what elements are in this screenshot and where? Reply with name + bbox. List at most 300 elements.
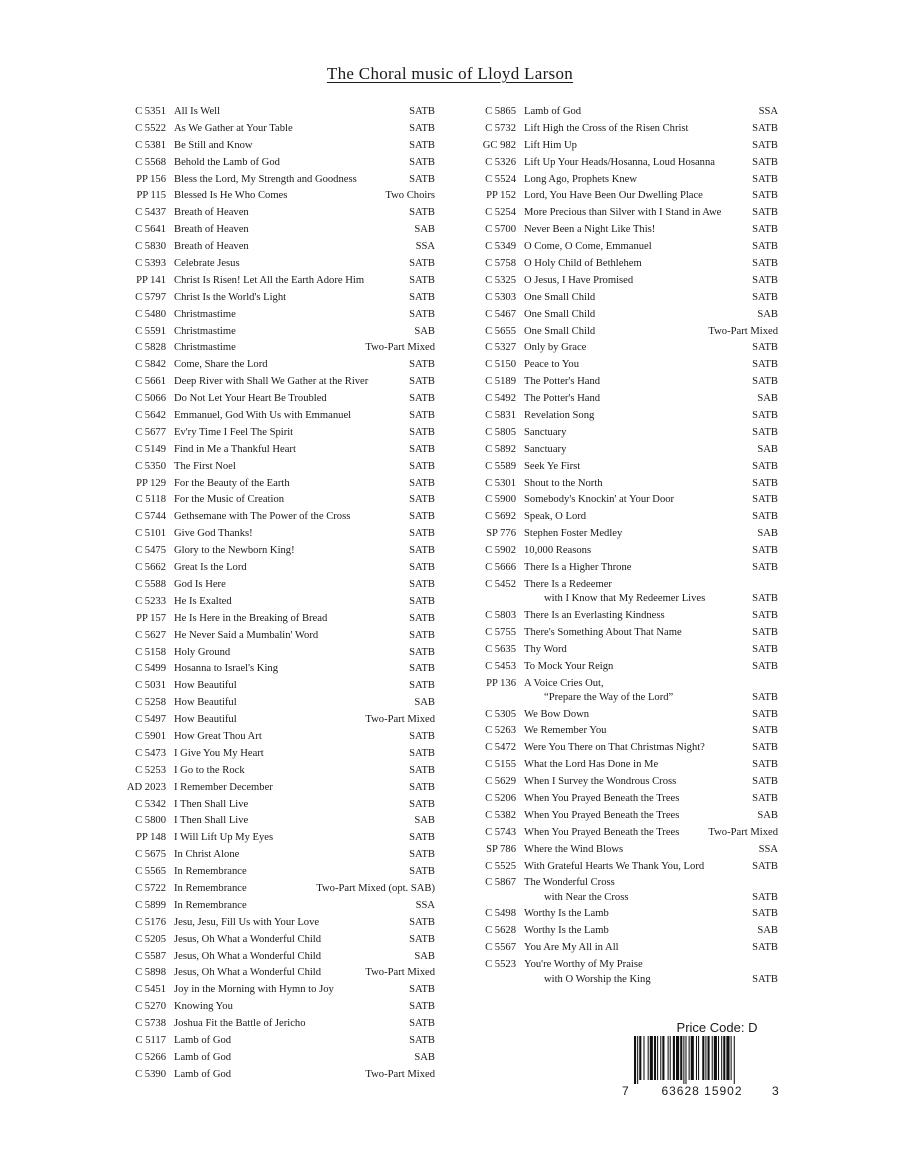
catalog-entry	[110, 932, 435, 949]
catalog-title: Joy in the Morning with Hymn to Joy	[174, 984, 334, 996]
catalog-title: Joshua Fit the Battle of Jericho	[174, 1018, 306, 1030]
catalog-entry	[110, 273, 435, 290]
catalog-title: The Potter's Hand	[524, 393, 601, 405]
catalog-voicing: SATB	[752, 207, 778, 219]
catalog-entry	[110, 155, 435, 172]
catalog-code: C 5898	[135, 967, 166, 979]
catalog-title: Jesus, Oh What a Wonderful Child	[174, 967, 322, 979]
catalog-code: C 5641	[135, 224, 166, 236]
catalog-entry	[110, 746, 435, 763]
catalog-entry	[110, 239, 435, 256]
right-column	[460, 104, 778, 988]
catalog-voicing: SATB	[409, 291, 435, 303]
catalog-entry	[460, 222, 778, 239]
catalog-voicing: SATB	[409, 984, 435, 996]
catalog-code: C 5475	[135, 545, 166, 557]
catalog-title: Celebrate Jesus	[174, 258, 240, 270]
catalog-entry	[460, 608, 778, 625]
catalog-entry	[460, 740, 778, 757]
catalog-title: We Bow Down	[524, 708, 590, 720]
catalog-subtitle: with I Know that My Redeemer Lives	[544, 593, 706, 605]
catalog-entry	[460, 459, 778, 476]
catalog-voicing: SATB	[752, 692, 778, 703]
catalog-entry	[460, 509, 778, 526]
barcode-bar	[718, 1036, 719, 1080]
catalog-code: C 5627	[135, 629, 166, 641]
catalog-code: C 5301	[485, 477, 516, 489]
catalog-title: O Holy Child of Bethlehem	[524, 258, 642, 270]
catalog-title: Seek Ye First	[524, 460, 581, 472]
catalog-title: Lamb of God	[174, 1068, 232, 1080]
catalog-entry	[460, 859, 778, 876]
barcode-bar	[712, 1036, 713, 1080]
catalog-title: Never Been a Night Like This!	[524, 224, 656, 236]
catalog-code: C 5350	[135, 460, 166, 472]
catalog-voicing: SAB	[757, 393, 778, 405]
catalog-entry	[110, 374, 435, 391]
catalog-code: C 5305	[485, 708, 516, 720]
catalog-voicing: SATB	[409, 578, 435, 590]
catalog-code: C 5588	[135, 578, 166, 590]
catalog-entry	[110, 729, 435, 746]
catalog-voicing: SSA	[758, 843, 778, 855]
catalog-code: C 5830	[135, 241, 166, 253]
catalog-title: He Is Exalted	[174, 595, 232, 607]
catalog-voicing: SATB	[409, 477, 435, 489]
barcode-last-digit: 3	[772, 1084, 779, 1098]
catalog-entry	[110, 949, 435, 966]
catalog-entry	[110, 830, 435, 847]
catalog-title: Lift High the Cross of the Risen Christ	[524, 122, 689, 134]
catalog-entry	[110, 780, 435, 797]
catalog-voicing: SATB	[409, 849, 435, 861]
barcode-bar	[648, 1036, 649, 1080]
barcode-bar	[670, 1036, 671, 1080]
catalog-entry	[110, 290, 435, 307]
catalog-voicing: SATB	[409, 359, 435, 371]
catalog-title: Ev'ry Time I Feel The Spirit	[174, 426, 294, 438]
catalog-title: How Beautiful	[174, 680, 237, 692]
catalog-code: C 5498	[485, 908, 516, 920]
catalog-entry	[110, 256, 435, 273]
catalog-title: When I Survey the Wondrous Cross	[524, 776, 677, 788]
catalog-entry	[460, 757, 778, 774]
catalog-code: C 5325	[485, 274, 516, 286]
catalog-title: The Wonderful Cross	[524, 877, 615, 889]
barcode-bar	[668, 1036, 669, 1080]
catalog-voicing: SATB	[409, 730, 435, 742]
catalog-entry	[460, 340, 778, 357]
catalog-voicing: Two-Part Mixed	[365, 967, 435, 979]
catalog-title: Speak, O Lord	[524, 511, 587, 523]
catalog-entry	[110, 898, 435, 915]
catalog-entry	[110, 577, 435, 594]
catalog-code: C 5629	[485, 776, 516, 788]
catalog-title: You're Worthy of My Praise	[524, 959, 643, 971]
catalog-voicing: SATB	[752, 626, 778, 638]
catalog-title: Great Is the Lord	[174, 562, 247, 574]
catalog-title: Do Not Let Your Heart Be Troubled	[174, 393, 327, 405]
catalog-title: In Christ Alone	[174, 849, 240, 861]
catalog-code: C 5473	[135, 747, 166, 759]
catalog-voicing: SAB	[414, 224, 435, 236]
catalog-code: C 5270	[135, 1001, 166, 1013]
catalog-title: Be Still and Know	[174, 139, 253, 151]
catalog-voicing: SATB	[409, 747, 435, 759]
catalog-code: C 5591	[135, 325, 166, 337]
catalog-entry	[110, 408, 435, 425]
catalog-voicing: SAB	[414, 950, 435, 962]
catalog-voicing: SATB	[752, 190, 778, 202]
catalog-voicing: SATB	[409, 393, 435, 405]
barcode-bar	[676, 1036, 679, 1080]
catalog-code: C 5722	[135, 882, 166, 894]
catalog-title: Christmastime	[174, 308, 236, 320]
catalog-voicing: SATB	[409, 410, 435, 422]
catalog-voicing: SATB	[752, 776, 778, 788]
catalog-title: Find in Me a Thankful Heart	[174, 443, 296, 455]
barcode-digits	[622, 1084, 782, 1098]
catalog-code: C 5589	[485, 460, 516, 472]
barcode-bar	[662, 1036, 664, 1080]
catalog-voicing: Two-Part Mixed	[708, 826, 778, 838]
catalog-code: C 5899	[135, 899, 166, 911]
catalog-voicing: SATB	[752, 643, 778, 655]
catalog-title: How Great Thou Art	[174, 730, 262, 742]
catalog-entry	[460, 560, 778, 577]
catalog-code: C 5472	[485, 742, 516, 754]
catalog-title: Christmastime	[174, 342, 236, 354]
catalog-voicing: SATB	[409, 460, 435, 472]
catalog-voicing: SATB	[752, 942, 778, 954]
catalog-voicing: SATB	[752, 759, 778, 771]
catalog-entry	[110, 324, 435, 341]
catalog-code: PP 156	[136, 173, 166, 185]
catalog-entry	[460, 791, 778, 808]
catalog-voicing: SATB	[752, 494, 778, 506]
catalog-voicing: SATB	[752, 477, 778, 489]
catalog-voicing: SSA	[415, 241, 435, 253]
catalog-title: In Remembrance	[174, 866, 247, 878]
catalog-code: C 5732	[485, 122, 516, 134]
catalog-code: C 5523	[485, 959, 516, 971]
catalog-entry	[460, 121, 778, 138]
catalog-entry	[460, 707, 778, 724]
catalog-title: The First Noel	[174, 460, 236, 472]
catalog-code: C 5453	[485, 660, 516, 672]
catalog-title: Christ Is Risen! Let All the Earth Adore Him	[174, 274, 365, 286]
catalog-voicing: SAB	[757, 925, 778, 937]
catalog-voicing: SATB	[409, 595, 435, 607]
catalog-title: Holy Ground	[174, 646, 231, 658]
barcode-bar	[705, 1036, 706, 1080]
catalog-title: Only by Grace	[524, 342, 587, 354]
catalog-title: Glory to the Newborn King!	[174, 545, 295, 557]
catalog-title: I Then Shall Live	[174, 815, 249, 827]
barcode-bar	[731, 1036, 732, 1080]
catalog-code: C 5901	[135, 730, 166, 742]
catalog-code: C 5565	[135, 866, 166, 878]
catalog-title: When You Prayed Beneath the Trees	[524, 826, 680, 838]
catalog-voicing: SATB	[409, 106, 435, 117]
catalog-code: C 5326	[485, 156, 516, 168]
barcode-middle-digits: 63628 15902	[661, 1084, 743, 1098]
catalog-title: You Are My All in All	[524, 942, 619, 954]
catalog-title: Sanctuary	[524, 426, 567, 438]
catalog-code: C 5189	[485, 376, 516, 388]
catalog-code: C 5865	[485, 106, 516, 117]
catalog-title: There Is a Higher Throne	[524, 562, 632, 574]
catalog-title: 10,000 Reasons	[524, 545, 592, 557]
catalog-code: C 5480	[135, 308, 166, 320]
barcode-bar	[634, 1036, 636, 1084]
catalog-entry	[110, 594, 435, 611]
catalog-code: PP 141	[136, 274, 166, 286]
catalog-entry	[460, 625, 778, 642]
catalog-code: PP 115	[136, 190, 166, 202]
catalog-voicing: SATB	[752, 725, 778, 737]
catalog-title: O Come, O Come, Emmanuel	[524, 241, 652, 253]
catalog-entry	[110, 425, 435, 442]
catalog-code: C 5066	[135, 393, 166, 405]
catalog-entry	[110, 1016, 435, 1033]
barcode	[632, 1036, 772, 1084]
catalog-voicing: SATB	[409, 511, 435, 523]
catalog-code: C 5349	[485, 241, 516, 253]
catalog-entry	[110, 340, 435, 357]
catalog-voicing: SATB	[409, 1034, 435, 1046]
barcode-bar	[689, 1036, 690, 1080]
catalog-voicing: SATB	[409, 680, 435, 692]
barcode-bar	[702, 1036, 704, 1080]
catalog-voicing: SATB	[752, 224, 778, 236]
catalog-voicing: SATB	[752, 258, 778, 270]
catalog-title: All Is Well	[174, 106, 221, 117]
catalog-entry	[460, 957, 778, 988]
catalog-title: I Remember December	[174, 781, 273, 793]
catalog-entry	[460, 188, 778, 205]
catalog-title: Worthy Is the Lamb	[524, 925, 609, 937]
catalog-code: GC 982	[482, 139, 516, 151]
catalog-entry	[460, 723, 778, 740]
catalog-entry	[460, 543, 778, 560]
catalog-title: Somebody's Knockin' at Your Door	[524, 494, 675, 506]
catalog-code: C 5743	[485, 826, 516, 838]
catalog-title: For the Music of Creation	[174, 494, 285, 506]
catalog-entry	[460, 239, 778, 256]
catalog-title: Thy Word	[524, 643, 567, 655]
catalog-entry	[460, 842, 778, 859]
catalog-voicing: Two-Part Mixed (opt. SAB)	[316, 882, 435, 894]
barcode-bar	[714, 1036, 717, 1080]
catalog-code: C 5467	[485, 308, 516, 320]
catalog-entry	[460, 290, 778, 307]
catalog-voicing: SATB	[752, 792, 778, 804]
catalog-voicing: SATB	[409, 139, 435, 151]
catalog-code: C 5655	[485, 325, 516, 337]
catalog-entry	[110, 104, 435, 121]
catalog-code: C 5205	[135, 933, 166, 945]
catalog-code: C 5327	[485, 342, 516, 354]
catalog-title: Were You There on That Christmas Night?	[524, 742, 705, 754]
catalog-title: Breath of Heaven	[174, 207, 249, 219]
catalog-title: Lamb of God	[174, 1051, 232, 1063]
catalog-entry	[110, 661, 435, 678]
catalog-title: How Beautiful	[174, 697, 237, 709]
catalog-voicing: SAB	[757, 308, 778, 320]
catalog-voicing: SATB	[409, 612, 435, 624]
catalog-code: C 5522	[135, 122, 166, 134]
catalog-entry	[110, 999, 435, 1016]
catalog-subtitle: with O Worship the King	[544, 973, 651, 985]
catalog-title: Where the Wind Blows	[524, 843, 624, 855]
catalog-title: Christmastime	[174, 325, 236, 337]
catalog-voicing: SATB	[752, 908, 778, 920]
catalog-code: C 5263	[485, 725, 516, 737]
catalog-voicing: Two-Part Mixed	[365, 342, 435, 354]
catalog-entry	[110, 172, 435, 189]
catalog-code: C 5831	[485, 410, 516, 422]
catalog-entry	[460, 906, 778, 923]
catalog-title: How Beautiful	[174, 714, 237, 726]
catalog-code: C 5828	[135, 342, 166, 354]
catalog-entry	[110, 442, 435, 459]
catalog-voicing: SATB	[752, 410, 778, 422]
catalog-code: AD 2023	[126, 781, 166, 793]
catalog-code: C 5800	[135, 815, 166, 827]
catalog-voicing: SATB	[752, 708, 778, 720]
catalog-code: C 5642	[135, 410, 166, 422]
catalog-title: Blessed Is He Who Comes	[174, 190, 288, 202]
catalog-entry	[110, 138, 435, 155]
catalog-entry	[460, 138, 778, 155]
catalog-title: One Small Child	[524, 291, 596, 303]
catalog-title: God Is Here	[174, 578, 226, 590]
catalog-voicing: SATB	[752, 359, 778, 371]
catalog-title: Shout to the North	[524, 477, 603, 489]
catalog-title: Lamb of God	[174, 1034, 232, 1046]
catalog-code: C 5628	[485, 925, 516, 937]
barcode-bar	[680, 1036, 682, 1080]
catalog-voicing: Two-Part Mixed	[708, 325, 778, 337]
catalog-entry	[110, 492, 435, 509]
left-column	[110, 104, 435, 1084]
catalog-entry	[460, 172, 778, 189]
catalog-entry	[110, 678, 435, 695]
catalog-title: Lamb of God	[524, 106, 582, 117]
catalog-code: SP 776	[486, 528, 516, 540]
catalog-entry	[460, 577, 778, 608]
catalog-entry	[460, 442, 778, 459]
catalog-voicing: SATB	[409, 122, 435, 134]
catalog-code: C 5892	[485, 443, 516, 455]
catalog-code: C 5176	[135, 916, 166, 928]
catalog-title: More Precious than Silver with I Stand in Awe	[524, 207, 722, 219]
catalog-entry	[110, 864, 435, 881]
catalog-voicing: SATB	[752, 342, 778, 354]
catalog-code: C 5587	[135, 950, 166, 962]
catalog-voicing: SATB	[409, 798, 435, 810]
catalog-voicing: SATB	[409, 832, 435, 844]
catalog-subtitle: with Near the Cross	[544, 891, 629, 903]
catalog-entry	[460, 205, 778, 222]
catalog-title: What the Lord Has Done in Me	[524, 759, 659, 771]
catalog-title: Gethsemane with The Power of the Cross	[174, 511, 351, 523]
catalog-entry	[110, 307, 435, 324]
catalog-title: When You Prayed Beneath the Trees	[524, 809, 680, 821]
catalog-code: C 5567	[485, 942, 516, 954]
catalog-voicing: SATB	[409, 376, 435, 388]
catalog-code: C 5266	[135, 1051, 166, 1063]
catalog-code: C 5738	[135, 1018, 166, 1030]
catalog-code: C 5351	[135, 106, 166, 117]
catalog-title: I Then Shall Live	[174, 798, 249, 810]
catalog-entry	[460, 425, 778, 442]
catalog-code: C 5393	[135, 258, 166, 270]
catalog-entry	[110, 391, 435, 408]
catalog-code: C 5568	[135, 156, 166, 168]
catalog-title: He Never Said a Mumbalin' Word	[174, 629, 319, 641]
catalog-voicing: SATB	[409, 562, 435, 574]
catalog-voicing: SATB	[752, 460, 778, 472]
catalog-voicing: SATB	[752, 593, 778, 605]
catalog-entry	[460, 273, 778, 290]
catalog-entry	[110, 188, 435, 205]
barcode-bar	[643, 1036, 644, 1080]
catalog-voicing: SATB	[752, 891, 778, 903]
catalog-title: A Voice Cries Out,	[524, 677, 604, 689]
catalog-code: C 5758	[485, 258, 516, 270]
catalog-code: C 5158	[135, 646, 166, 658]
catalog-code: C 5700	[485, 224, 516, 236]
catalog-entry	[460, 324, 778, 341]
barcode-bar	[708, 1036, 710, 1080]
catalog-title: Jesu, Jesu, Fill Us with Your Love	[174, 916, 320, 928]
catalog-entry	[460, 492, 778, 509]
catalog-code: C 5101	[135, 528, 166, 540]
catalog-code: SP 786	[486, 843, 516, 855]
barcode-bar	[683, 1036, 684, 1084]
catalog-entry	[110, 509, 435, 526]
catalog-entry	[460, 875, 778, 906]
catalog-code: C 5117	[135, 1034, 166, 1046]
catalog-code: C 5755	[485, 626, 516, 638]
catalog-code: C 5492	[485, 393, 516, 405]
catalog-title: Hosanna to Israel's King	[174, 663, 278, 675]
catalog-title: There Is an Everlasting Kindness	[524, 609, 665, 621]
barcode-bar	[726, 1036, 729, 1080]
catalog-title: Give God Thanks!	[174, 528, 253, 540]
catalog-code: C 5150	[485, 359, 516, 371]
catalog-code: PP 152	[486, 190, 516, 202]
catalog-code: C 5031	[135, 680, 166, 692]
catalog-title: There's Something About That Name	[524, 626, 682, 638]
catalog-title: We Remember You	[524, 725, 607, 737]
catalog-entry	[110, 543, 435, 560]
catalog-title: Sanctuary	[524, 443, 567, 455]
catalog-voicing: SATB	[752, 241, 778, 253]
price-code: Price Code: D	[676, 1020, 758, 1035]
catalog-code: PP 157	[136, 612, 166, 624]
catalog-voicing: SATB	[752, 660, 778, 672]
catalog-code: C 5206	[485, 792, 516, 804]
catalog-code: C 5254	[485, 207, 516, 219]
catalog-entry	[460, 476, 778, 493]
catalog-voicing: SATB	[752, 274, 778, 286]
catalog-code: C 5661	[135, 376, 166, 388]
catalog-voicing: Two-Part Mixed	[365, 714, 435, 726]
barcode-bar	[698, 1036, 699, 1080]
